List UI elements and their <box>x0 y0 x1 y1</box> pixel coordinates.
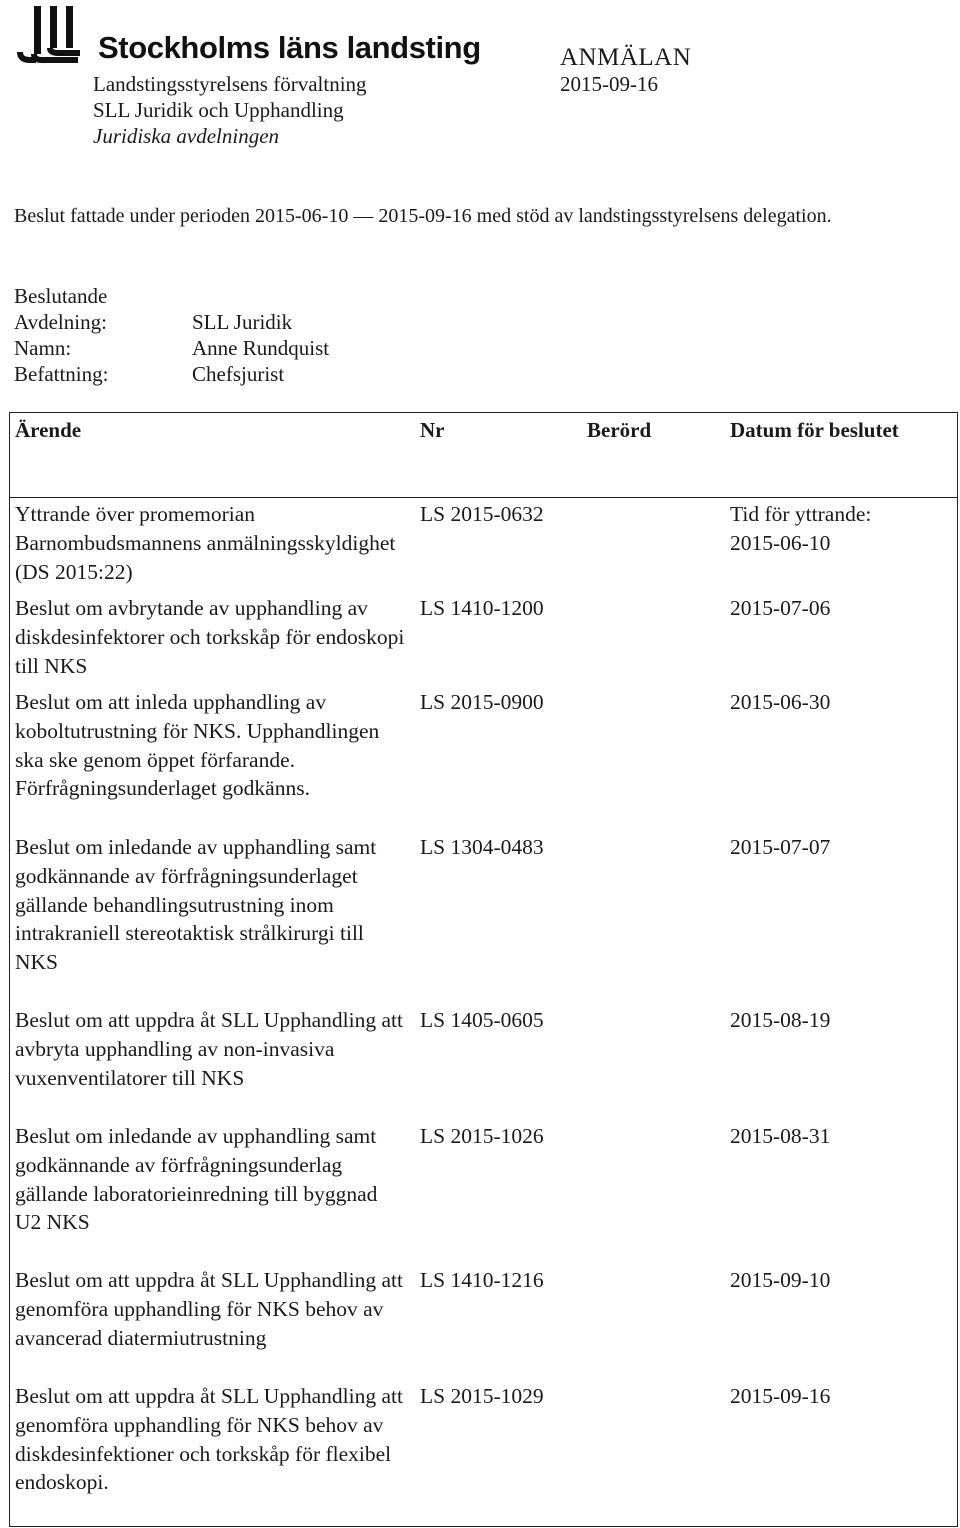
table-row-nr: LS 2015-0900 <box>420 690 544 714</box>
department-value: SLL Juridik <box>192 310 293 334</box>
document-type: ANMÄLAN <box>560 44 692 71</box>
title-label: Befattning: <box>14 362 109 386</box>
name-value: Anne Rundquist <box>192 336 330 360</box>
table-row-case: Beslut om avbrytande av upphandling av diskdesinfektorer och torkskåp för endoskopi till NKS <box>15 596 405 678</box>
decision-maker-heading: Beslutande <box>14 284 108 308</box>
table-row-nr: LS 2015-1026 <box>420 1124 544 1148</box>
table-row-date: 2015-08-31 <box>730 1124 831 1148</box>
table-header-cell <box>10 413 958 498</box>
logo-wordmark: Stockholms läns landsting <box>98 30 481 65</box>
column-header-nr: Nr <box>420 418 445 442</box>
table-row-date: 2015-07-07 <box>730 835 831 859</box>
table-row-case: Beslut om inledande av upphandling samt godkännande av förfrågningsunderlaget gällande behandlingsutrustning inom intrakraniell stereotaktisk strålkirurgi till NKS <box>15 835 377 975</box>
column-header-case: Ärende <box>15 418 82 442</box>
table-row-date: 2015-09-16 <box>730 1384 831 1408</box>
unit-name: SLL Juridik och Upphandling <box>93 98 344 122</box>
organization-name: Landstingsstyrelsens förvaltning <box>93 72 367 96</box>
table-row-nr: LS 2015-1029 <box>420 1384 544 1408</box>
table-row-case: Beslut om att uppdra åt SLL Upphandling att genomföra upphandling för NKS behov av avancerad diatermiutrustning <box>15 1268 403 1350</box>
table-row-date: 2015-08-19 <box>730 1008 831 1032</box>
column-header-affected: Berörd <box>587 418 652 442</box>
title-value: Chefsjurist <box>192 362 285 386</box>
table-row-date: 2015-09-10 <box>730 1268 831 1292</box>
decisions-table <box>9 412 958 1527</box>
table-row-date: Tid för yttrande: 2015-06-10 <box>730 502 872 555</box>
table-row-case: Beslut om att uppdra åt SLL Upphandling att genomföra upphandling för NKS behov av diskdesinfektioner och torkskåp för flexibel endoskopi. <box>15 1384 403 1495</box>
document-date: 2015-09-16 <box>560 72 658 96</box>
table-row-nr: LS 1410-1200 <box>420 596 544 620</box>
table-body-row <box>10 498 958 1527</box>
table-row-nr: LS 1405-0605 <box>420 1008 544 1032</box>
table-header-row <box>10 413 958 498</box>
sll-emblem-icon <box>14 4 94 64</box>
table-row-case: Beslut om inledande av upphandling samt godkännande av förfrågningsunderlag gällande laboratorieinredning till byggnad U2 NKS <box>15 1124 378 1235</box>
department-label: Avdelning: <box>14 310 107 334</box>
table-row-nr: LS 1410-1216 <box>420 1268 544 1292</box>
table-row-nr: LS 1304-0483 <box>420 835 544 859</box>
column-header-decision-date: Datum för beslutet <box>730 418 899 442</box>
table-row-case: Yttrande över promemorian Barnombudsmannens anmälningsskyldighet (DS 2015:22) <box>15 502 396 584</box>
table-row-date: 2015-07-06 <box>730 596 831 620</box>
table-row-nr: LS 2015-0632 <box>420 502 544 526</box>
table-body-cell <box>10 498 958 1527</box>
table-row-case: Beslut om att uppdra åt SLL Upphandling att avbryta upphandling av non-invasiva vuxenventilatorer till NKS <box>15 1008 403 1090</box>
intro-text: Beslut fattade under perioden 2015-06-10 — 2015-09-16 med stöd av landstingsstyrelsens delegation. <box>14 205 832 227</box>
table-row-date: 2015-06-30 <box>730 690 831 714</box>
department-name: Juridiska avdelningen <box>93 124 280 148</box>
sll-logo <box>14 4 481 66</box>
name-label: Namn: <box>14 336 72 360</box>
table-row-case: Beslut om att inleda upphandling av koboltutrustning för NKS. Upphandlingen ska ske genom öppet förfarande. Förfrågningsunderlaget godkänns. <box>15 690 380 801</box>
